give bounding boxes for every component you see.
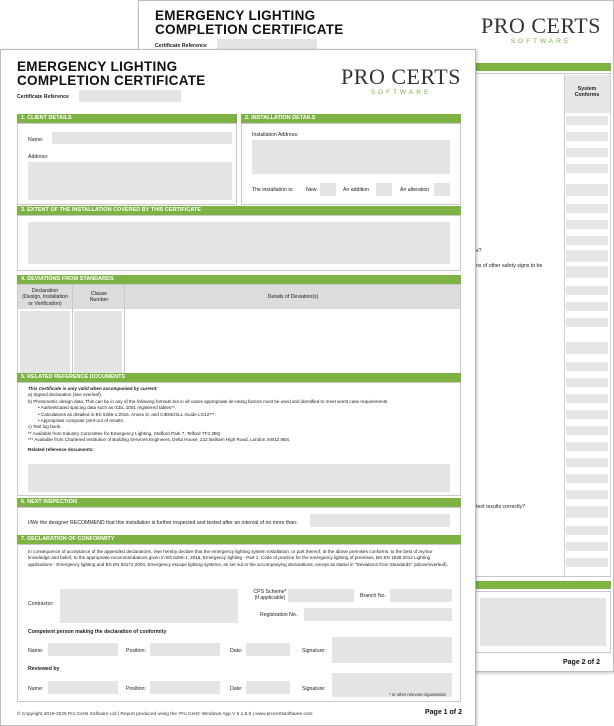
reviewer-date-field[interactable] bbox=[246, 681, 290, 694]
conform-cell[interactable] bbox=[566, 302, 608, 311]
reviewer-position-field[interactable] bbox=[150, 681, 220, 694]
page2-question-text: s? bbox=[476, 248, 482, 254]
page2-title-line2: COMPLETION CERTIFICATE bbox=[155, 22, 344, 37]
competent-date-field[interactable] bbox=[246, 643, 290, 656]
conform-cell[interactable] bbox=[566, 490, 608, 499]
clause-col-line2: Number bbox=[89, 297, 109, 304]
declaration-col-header bbox=[20, 288, 70, 307]
competent-position-field[interactable] bbox=[150, 643, 220, 656]
cps-scheme-label-line1: CPS Scheme* bbox=[253, 589, 287, 595]
reviewer-position-label: Position: bbox=[126, 686, 146, 692]
table-divider bbox=[610, 74, 611, 578]
clause-col-line1: Clause bbox=[90, 291, 108, 297]
competent-position-label: Position: bbox=[126, 648, 146, 654]
conform-cell[interactable] bbox=[566, 474, 608, 483]
page1-title-line1: EMERGENCY LIGHTING bbox=[17, 59, 178, 74]
installation-is-label: The installation is: bbox=[252, 187, 294, 193]
related-docs-header: 5. RELATED REFERENCE DOCUMENTS bbox=[17, 373, 461, 382]
system-conforms-line2: Conforms bbox=[574, 92, 600, 98]
related-docs-note-1: ** Available from Industry Committee for Emergency Lighting, Stafford Park 7, Telford TF3 3BQ bbox=[28, 430, 221, 436]
clause-col-header bbox=[76, 291, 122, 304]
contractor-label: Contractor: bbox=[28, 601, 54, 607]
competent-signature-label: Signature: bbox=[302, 648, 326, 654]
page1-page-number: Page 1 of 2 bbox=[425, 709, 462, 716]
related-docs-bullet: • Appropriate computer print-out of results. bbox=[38, 418, 125, 424]
conform-cell[interactable] bbox=[566, 164, 608, 173]
installation-address-label: Installation Address: bbox=[252, 132, 299, 138]
page2-question-text: test results correctly? bbox=[476, 504, 526, 510]
alteration-option-checkbox[interactable] bbox=[434, 183, 450, 196]
client-name-label: Name: bbox=[28, 137, 44, 143]
related-docs-field[interactable] bbox=[28, 464, 450, 492]
related-docs-intro: This Certificate is only valid when accompanied by current: bbox=[28, 386, 158, 391]
deviations-header: 4. DEVIATIONS FROM STANDARDS bbox=[17, 275, 461, 284]
system-conforms-label bbox=[570, 86, 604, 98]
extent-section bbox=[17, 215, 461, 271]
addition-option-checkbox[interactable] bbox=[376, 183, 392, 196]
certificate-page-1 bbox=[0, 49, 476, 726]
conform-cell[interactable] bbox=[566, 458, 608, 467]
registration-no-field[interactable] bbox=[304, 608, 452, 621]
table-divider bbox=[564, 74, 565, 578]
conform-cell[interactable] bbox=[566, 236, 608, 245]
page2-question-text: ns of other safety signs to be bbox=[476, 263, 543, 269]
branch-no-field[interactable] bbox=[390, 589, 452, 602]
installation-details-header: 2. INSTALLATION DETAILS bbox=[241, 114, 461, 123]
conform-cell[interactable] bbox=[566, 426, 608, 435]
page2-cert-ref-label: Certificate Reference bbox=[155, 43, 207, 49]
cps-scheme-label bbox=[250, 589, 290, 601]
conform-cell[interactable] bbox=[566, 542, 608, 551]
cps-footnote: * or other relevant organisation bbox=[389, 692, 447, 697]
reviewer-name-label: Name: bbox=[28, 686, 44, 692]
cps-scheme-field[interactable] bbox=[288, 589, 354, 602]
logo-sub-text: SOFTWARE bbox=[370, 89, 432, 96]
details-col-header: Details of Deviation(s) bbox=[267, 294, 319, 300]
conform-cell[interactable] bbox=[566, 362, 608, 371]
new-option-label: New bbox=[306, 187, 317, 193]
competent-signature-field[interactable] bbox=[332, 637, 452, 663]
page2-title bbox=[155, 9, 344, 37]
addition-option-label: An addition bbox=[343, 187, 369, 193]
next-inspection-text: I/We the designer RECOMMEND that this installation is further inspected and tested after an interval of no more than: bbox=[28, 520, 298, 526]
competent-person-label: Competent person making the declaration of conformity bbox=[28, 629, 167, 635]
conform-cell[interactable] bbox=[566, 506, 608, 518]
declaration-section bbox=[17, 544, 461, 702]
reviewed-by-label: Reviewed by bbox=[28, 666, 60, 672]
next-inspection-header: 6. NEXT INSPECTION bbox=[17, 498, 461, 507]
client-details-header: 1. CLIENT DETAILS bbox=[17, 114, 237, 123]
reviewer-date-label: Date: bbox=[230, 686, 243, 692]
related-docs-bullet: • Calculations as detailed in BS 5266-1:2016, Annex D, and CIBSE/SLL Guide LG12***. bbox=[38, 411, 216, 417]
next-inspection-section bbox=[17, 507, 461, 537]
conform-cell[interactable] bbox=[566, 394, 608, 403]
conform-cell[interactable] bbox=[566, 558, 608, 567]
next-inspection-field[interactable] bbox=[310, 514, 450, 527]
conform-cell[interactable] bbox=[566, 204, 608, 213]
cert-ref-label: Certificate Reference bbox=[17, 94, 69, 100]
page2-section-bar bbox=[475, 63, 611, 71]
cert-ref-field[interactable] bbox=[79, 90, 181, 102]
logo-main-text: PRO CERTS bbox=[481, 13, 601, 38]
conform-cell[interactable] bbox=[566, 266, 608, 278]
page1-title bbox=[17, 60, 206, 88]
conform-cell[interactable] bbox=[566, 132, 608, 141]
conform-cell[interactable] bbox=[566, 442, 608, 451]
conform-cell[interactable] bbox=[566, 148, 608, 157]
conform-cell[interactable] bbox=[566, 342, 608, 354]
related-docs-section bbox=[17, 382, 461, 496]
conform-cell[interactable] bbox=[566, 526, 608, 535]
installation-details-section bbox=[241, 123, 461, 205]
extent-header: 3. EXTENT OF THE INSTALLATION COVERED BY THIS CERTIFICATE bbox=[17, 206, 461, 215]
extent-field[interactable] bbox=[28, 222, 450, 264]
declaration-text: In consequence of acceptance of the appended declarations, I/we hereby declare that the emergency lighting system installation, or part thereof, at the above premises conforms, to the best of my/our knowledge and belief, to the appropriate recommendations given in BS 5266-1: 2016, Emergency lighting - Part 1: Code of practice for the emergency lighting of premises, BS EN 1838:2013 Lighting applications - Emergency lighting and BS EN 50172:2004, Emergency escape lighting systems, as set out in the accompanying declarations, except as stated in "Deviations from Standards" (above/overleaf). bbox=[28, 549, 448, 567]
related-docs-bullet: • Authenticated spacing data such as ICEL 1001 registered tables**. bbox=[38, 405, 177, 411]
registration-no-label: Registration No. bbox=[260, 612, 298, 618]
client-address-field[interactable] bbox=[28, 162, 232, 200]
logo-main-text: PRO CERTS bbox=[341, 64, 461, 89]
contractor-field[interactable] bbox=[60, 589, 238, 623]
reviewer-signature-label: Signature: bbox=[302, 686, 326, 692]
page1-footer: © Copyright 2019-2025 Pro Certs Software Ltd | Report produced using the 'Pro Certs' Windows App V 5.1.6.0 | www.procertssoftware.com bbox=[17, 712, 313, 717]
declaration-col-line2: (Design, Installation bbox=[22, 294, 68, 301]
logo-sub-text: SOFTWARE bbox=[510, 38, 572, 45]
alteration-option-label: An alteration bbox=[400, 187, 430, 193]
declaration-col-line1: Declaration bbox=[31, 288, 59, 294]
conform-cell[interactable] bbox=[566, 318, 608, 327]
client-details-section bbox=[17, 123, 237, 205]
reviewer-name-field[interactable] bbox=[48, 681, 118, 694]
page2-comments-field[interactable] bbox=[480, 598, 606, 646]
competent-name-label: Name: bbox=[28, 648, 44, 654]
conform-cell[interactable] bbox=[566, 286, 608, 295]
declaration-col-line3: or Verification) bbox=[28, 300, 62, 307]
new-option-checkbox[interactable] bbox=[320, 183, 336, 196]
related-docs-item-b: b) Photometric design data. This can be in any of the following formats but in all cases appropriate de-rating factors must be used and identified to meet worst case requirements. bbox=[28, 398, 389, 404]
conform-cell[interactable] bbox=[566, 184, 608, 196]
cps-scheme-label-line2: (if applicable) bbox=[254, 595, 286, 602]
conform-cell[interactable] bbox=[566, 220, 608, 229]
related-docs-item-c: c) Test log book. bbox=[28, 424, 62, 430]
branch-no-label: Branch No. bbox=[360, 593, 386, 599]
client-name-field[interactable] bbox=[52, 132, 232, 144]
conform-cell[interactable] bbox=[566, 410, 608, 419]
related-docs-item-a: a) Signed declaration (see overleaf). bbox=[28, 392, 103, 398]
pro-certs-logo bbox=[341, 66, 461, 97]
page1-title-line2: COMPLETION CERTIFICATE bbox=[17, 73, 206, 88]
conform-cell[interactable] bbox=[566, 250, 608, 262]
page2-section-bar bbox=[475, 581, 611, 589]
declaration-header: 7. DECLARATION OF CONFORMITY bbox=[17, 535, 461, 544]
pro-certs-logo bbox=[481, 15, 601, 46]
page2-page-number: Page 2 of 2 bbox=[563, 659, 600, 666]
competent-date-label: Date: bbox=[230, 648, 243, 654]
client-address-label: Address: bbox=[28, 154, 49, 160]
related-docs-text bbox=[28, 386, 454, 453]
page2-title-line1: EMERGENCY LIGHTING bbox=[155, 8, 316, 23]
system-conforms-line1: System bbox=[577, 86, 597, 92]
related-docs-label: Related reference documents: bbox=[28, 446, 94, 452]
conform-cell[interactable] bbox=[566, 116, 608, 125]
related-docs-note-2: *** Available from Chartered Institution of Building Services Engineers, Delta House, 222 Balham High Road, London SW12 9BS. bbox=[28, 437, 291, 443]
competent-name-field[interactable] bbox=[48, 643, 118, 656]
page2-comments-box bbox=[475, 591, 611, 653]
page2-checklist-table bbox=[475, 73, 611, 577]
installation-address-field[interactable] bbox=[252, 140, 450, 174]
conform-cell[interactable] bbox=[566, 378, 608, 387]
